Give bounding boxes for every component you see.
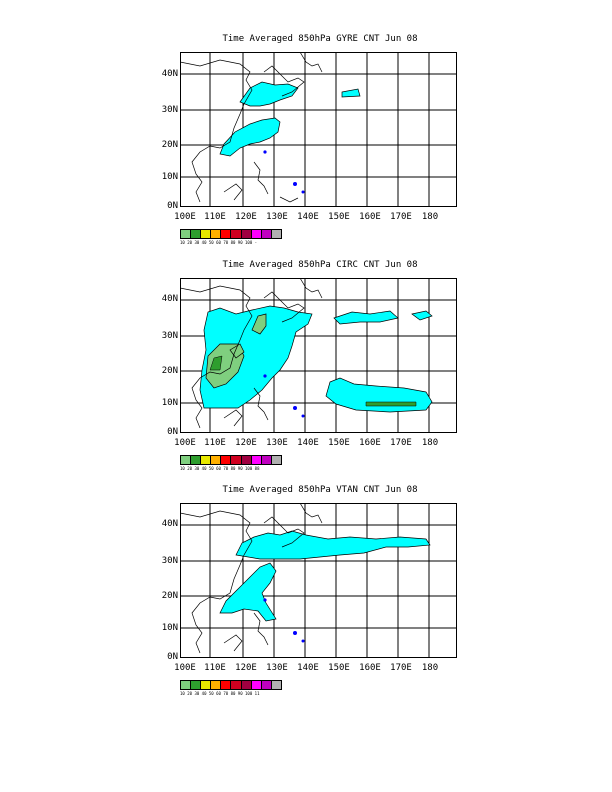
map-circ	[180, 278, 470, 438]
lon-label-120e: 120E	[235, 663, 257, 673]
colorbar-swatch	[181, 681, 191, 689]
colorbar-swatch	[211, 681, 221, 689]
lon-label-150e: 150E	[328, 438, 350, 448]
colorbar-swatch	[221, 681, 231, 689]
lon-label-180: 180	[421, 212, 439, 222]
colorbar-swatch	[231, 456, 241, 464]
colorbar-swatch	[252, 456, 262, 464]
map-gyre	[180, 52, 470, 212]
lat-label-30n: 30N	[161, 556, 178, 566]
map-vtan	[180, 503, 470, 663]
colorbar-swatch	[201, 681, 211, 689]
lat-label-20n: 20N	[161, 140, 178, 150]
colorbar-swatch	[272, 456, 281, 464]
colorbar-swatch	[252, 230, 262, 238]
colorbar-swatch	[191, 681, 201, 689]
lat-label-0n: 0N	[167, 652, 178, 662]
colorbar-swatch	[262, 456, 272, 464]
panel-title: Time Averaged 850hPa VTAN CNT Jun 08	[222, 485, 418, 495]
panel-title: Time Averaged 850hPa GYRE CNT Jun 08	[222, 34, 418, 44]
colorbar-labels: 10 20 30 40 50 60 70 80 90 100 -	[180, 240, 258, 245]
colorbar-swatch	[191, 456, 201, 464]
colorbar-swatch	[231, 230, 241, 238]
lon-label-100e: 100E	[174, 212, 196, 222]
colorbar-swatch	[211, 230, 221, 238]
lon-label-170e: 170E	[390, 212, 412, 222]
lon-label-140e: 140E	[297, 212, 319, 222]
lat-label-30n: 30N	[161, 331, 178, 341]
lat-label-30n: 30N	[161, 105, 178, 115]
lon-label-160e: 160E	[359, 663, 381, 673]
lon-label-130e: 130E	[266, 212, 288, 222]
lon-label-120e: 120E	[235, 212, 257, 222]
colorbar	[180, 229, 282, 239]
colorbar-swatch	[201, 230, 211, 238]
lon-label-150e: 150E	[328, 663, 350, 673]
colorbar-swatch	[221, 230, 231, 238]
colorbar-labels: 10 20 30 40 50 60 70 80 90 100 88	[180, 466, 260, 471]
lon-label-130e: 130E	[266, 438, 288, 448]
colorbar-swatch	[262, 681, 272, 689]
lon-label-150e: 150E	[328, 212, 350, 222]
lat-label-40n: 40N	[161, 294, 178, 304]
colorbar-swatch	[242, 230, 252, 238]
colorbar-swatch	[191, 230, 201, 238]
colorbar-swatch	[242, 681, 252, 689]
colorbar-swatch	[211, 456, 221, 464]
panel-title: Time Averaged 850hPa CIRC CNT Jun 08	[222, 260, 418, 270]
colorbar	[180, 680, 282, 690]
lon-label-160e: 160E	[359, 438, 381, 448]
colorbar-swatch	[231, 681, 241, 689]
colorbar-swatch	[181, 456, 191, 464]
lat-label-40n: 40N	[161, 69, 178, 79]
lat-label-0n: 0N	[167, 427, 178, 437]
colorbar-swatch	[272, 681, 281, 689]
colorbar-swatch	[201, 456, 211, 464]
lon-label-180: 180	[421, 438, 439, 448]
colorbar-labels: 10 20 30 40 50 60 70 80 90 100 11	[180, 691, 260, 696]
lon-label-120e: 120E	[235, 438, 257, 448]
lon-label-100e: 100E	[174, 438, 196, 448]
lon-label-130e: 130E	[266, 663, 288, 673]
colorbar-swatch	[262, 230, 272, 238]
lon-label-170e: 170E	[390, 438, 412, 448]
lon-label-110e: 110E	[204, 663, 226, 673]
lat-label-20n: 20N	[161, 366, 178, 376]
lon-label-100e: 100E	[174, 663, 196, 673]
lat-label-10n: 10N	[161, 623, 178, 633]
colorbar-swatch	[242, 456, 252, 464]
colorbar-swatch	[272, 230, 281, 238]
lon-label-140e: 140E	[297, 663, 319, 673]
lat-label-10n: 10N	[161, 172, 178, 182]
lon-label-110e: 110E	[204, 212, 226, 222]
lat-label-40n: 40N	[161, 519, 178, 529]
lat-label-10n: 10N	[161, 398, 178, 408]
lon-label-170e: 170E	[390, 663, 412, 673]
lat-label-0n: 0N	[167, 201, 178, 211]
colorbar-swatch	[181, 230, 191, 238]
lon-label-180: 180	[421, 663, 439, 673]
colorbar-swatch	[252, 681, 262, 689]
lon-label-110e: 110E	[204, 438, 226, 448]
lat-label-20n: 20N	[161, 591, 178, 601]
lon-label-160e: 160E	[359, 212, 381, 222]
lon-label-140e: 140E	[297, 438, 319, 448]
colorbar-swatch	[221, 456, 231, 464]
colorbar	[180, 455, 282, 465]
